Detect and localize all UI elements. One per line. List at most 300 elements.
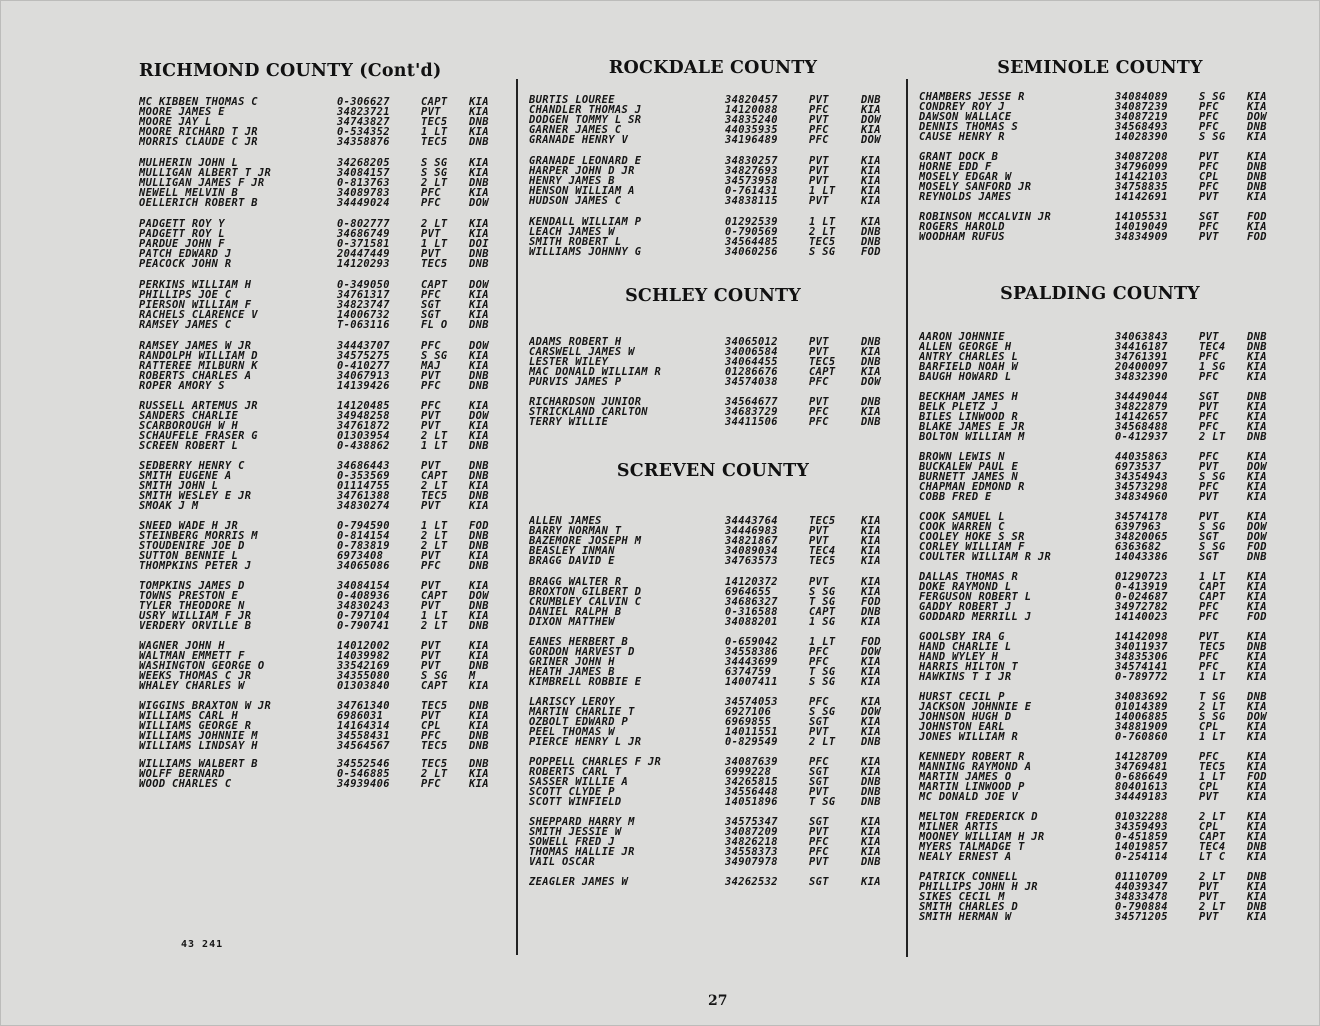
serial-number: 34761317 <box>337 289 390 302</box>
casualty-name: HAND CHARLIE L <box>919 642 1012 653</box>
serial-number: 34558386 <box>725 646 778 659</box>
casualty-row <box>529 526 897 536</box>
casualty-row <box>919 872 1281 882</box>
rank: PFC <box>1199 611 1219 624</box>
casualty-name: LESTER WILEY <box>529 357 609 368</box>
casualty-name: SNEED WADE H JR <box>139 521 239 532</box>
casualty-row <box>529 186 897 196</box>
casualty-name: SANDERS CHARLIE <box>139 411 239 422</box>
casualty-name: RAMSEY JAMES C <box>139 320 232 331</box>
serial-number: 0-761431 <box>725 185 778 198</box>
rank: PFC <box>1199 421 1219 434</box>
serial-number: 0-412937 <box>1115 431 1168 444</box>
status-code: DOW <box>1247 111 1267 124</box>
casualty-row <box>919 812 1281 822</box>
status-code: DOW <box>469 590 489 603</box>
serial-number: 14140023 <box>1115 611 1168 624</box>
casualty-name: BURNETT JAMES N <box>919 472 1019 483</box>
rank: S SG <box>809 246 836 259</box>
rank: TEC5 <box>421 136 448 149</box>
entry-group <box>529 697 897 747</box>
serial-number: 34449044 <box>1115 391 1168 403</box>
serial-number: 6999228 <box>725 766 772 779</box>
casualty-name: BOLTON WILLIAM M <box>919 432 1025 443</box>
serial-number: 34972782 <box>1115 601 1168 614</box>
serial-number: 34087209 <box>725 826 778 839</box>
casualty-row <box>529 417 897 427</box>
casualty-name: HAND WYLEY H <box>919 652 999 663</box>
status-code: DOW <box>469 197 489 210</box>
casualty-name: ROPER AMORY S <box>139 381 225 392</box>
entry-group <box>919 572 1281 622</box>
casualty-name: WIGGINS BRAXTON W JR <box>139 701 272 712</box>
status-code: KIA <box>861 816 881 828</box>
entry-group <box>139 701 511 751</box>
casualty-name: BARRY NORMAN T <box>529 526 622 537</box>
casualty-row <box>919 762 1281 772</box>
casualty-row <box>529 407 897 417</box>
serial-number: 34354943 <box>1115 471 1168 484</box>
status-code: KIA <box>1247 671 1267 684</box>
casualty-row <box>529 247 897 257</box>
casualty-row <box>529 125 897 135</box>
serial-number: 0-797104 <box>337 610 390 623</box>
serial-number: 0-410277 <box>337 360 390 373</box>
rank: TEC4 <box>809 545 836 558</box>
status-code: DNB <box>1247 431 1267 444</box>
casualty-name: SMITH JOHN L <box>139 481 219 492</box>
casualty-row <box>139 681 511 691</box>
rank: CPL <box>1199 821 1219 834</box>
serial-number: 0-371581 <box>337 238 390 251</box>
casualty-name: COOK WARREN C <box>919 522 1005 533</box>
rank: PFC <box>1199 661 1219 674</box>
serial-number: 34835306 <box>1115 651 1168 664</box>
casualty-row <box>139 541 511 551</box>
serial-number: 34564677 <box>725 396 778 408</box>
casualty-name: DALLAS THOMAS R <box>919 572 1019 583</box>
casualty-row <box>529 827 897 837</box>
serial-number: 34574053 <box>725 696 778 708</box>
casualty-row <box>139 137 511 147</box>
rank: PFC <box>1199 751 1219 763</box>
entry-group <box>529 95 897 145</box>
status-code: FOD <box>861 596 881 609</box>
casualty-name: BROWN LEWIS N <box>919 452 1005 463</box>
status-code: DNB <box>1247 341 1267 354</box>
rank: PFC <box>809 696 829 708</box>
serial-number: 34832390 <box>1115 371 1168 384</box>
serial-number: 34006584 <box>725 346 778 359</box>
casualty-row <box>139 481 511 491</box>
casualty-row <box>919 672 1281 682</box>
rank: PFC <box>809 846 829 859</box>
casualty-row <box>139 219 511 229</box>
serial-number: 33542169 <box>337 660 390 673</box>
casualty-name: BEASLEY INMAN <box>529 546 615 557</box>
status-code: KIA <box>469 480 489 493</box>
status-code: KIA <box>1247 591 1267 604</box>
casualty-row <box>919 892 1281 902</box>
status-code: DOW <box>1247 521 1267 534</box>
rank: PVT <box>421 580 441 592</box>
casualty-row <box>139 97 511 107</box>
casualty-row <box>529 657 897 667</box>
casualty-row <box>529 647 897 657</box>
casualty-row <box>139 759 511 769</box>
serial-number: 34821867 <box>725 535 778 548</box>
rank: PVT <box>809 94 829 106</box>
status-code: KIA <box>1247 451 1267 463</box>
status-code: FOD <box>1247 541 1267 554</box>
status-code: KIA <box>861 666 881 679</box>
entry-group <box>919 692 1281 742</box>
casualty-name: WALTMAN EMMETT F <box>139 651 245 662</box>
serial-number: 14043386 <box>1115 551 1168 564</box>
casualty-row <box>919 552 1281 562</box>
serial-number: 34084089 <box>1115 91 1168 103</box>
serial-number: 14019857 <box>1115 841 1168 854</box>
rank: PVT <box>1199 881 1219 894</box>
rank: PFC <box>809 104 829 117</box>
rank: PVT <box>421 228 441 241</box>
casualty-row <box>919 542 1281 552</box>
casualty-name: STOUDENIRE JOE D <box>139 541 245 552</box>
rank: PVT <box>809 525 829 538</box>
rank: PFC <box>421 197 441 210</box>
status-code: KIA <box>861 716 881 729</box>
rank: CPL <box>1199 721 1219 734</box>
rank: SGT <box>1199 551 1219 564</box>
casualty-name: GORDON HARVEST D <box>529 647 635 658</box>
rank: TEC5 <box>421 758 448 770</box>
status-code: KIA <box>1247 781 1267 794</box>
serial-number: 0-790569 <box>725 226 778 239</box>
casualty-name: OZBOLT EDWARD P <box>529 717 629 728</box>
rank: PVT <box>421 600 441 613</box>
casualty-row <box>139 461 511 471</box>
casualty-row <box>529 727 897 737</box>
status-code: DNB <box>469 540 489 553</box>
casualty-row <box>529 217 897 227</box>
casualty-name: WILLIAMS CARL H <box>139 711 239 722</box>
rank: PVT <box>809 535 829 548</box>
casualty-name: WOOD CHARLES C <box>139 779 232 790</box>
rank: PVT <box>1199 401 1219 414</box>
casualty-row <box>139 239 511 249</box>
status-code: KIA <box>1247 881 1267 894</box>
status-code: KIA <box>469 610 489 623</box>
status-code: KIA <box>861 555 881 568</box>
status-code: KIA <box>1247 731 1267 744</box>
rank: TEC5 <box>421 740 448 753</box>
casualty-name: GARNER JAMES C <box>529 125 622 136</box>
casualty-row <box>529 607 897 617</box>
status-code: DNB <box>861 236 881 249</box>
status-code: KIA <box>861 406 881 419</box>
status-code: KIA <box>861 104 881 117</box>
casualty-row <box>919 122 1281 132</box>
rank: PFC <box>421 380 441 393</box>
casualty-row <box>139 471 511 481</box>
rank: PFC <box>421 778 441 791</box>
rank: PVT <box>421 420 441 433</box>
entry-group <box>919 812 1281 862</box>
serial-number: 34575347 <box>725 816 778 828</box>
rank: SGT <box>809 716 829 729</box>
casualty-name: DOKE RAYMOND L <box>919 582 1012 593</box>
rank: 2 LT <box>1199 901 1226 914</box>
entry-group <box>139 341 511 391</box>
casualty-name: PADGETT ROY Y <box>139 219 225 230</box>
rank: CPL <box>1199 171 1219 184</box>
serial-number: 34084154 <box>337 580 390 592</box>
county-heading: SCHLEY COUNTY <box>625 286 801 306</box>
serial-number: 34907978 <box>725 856 778 869</box>
casualty-row <box>139 581 511 591</box>
rank: PVT <box>421 550 441 563</box>
serial-number: 01292539 <box>725 216 778 228</box>
rank: PFC <box>1199 651 1219 664</box>
serial-number: 34574178 <box>1115 511 1168 523</box>
rank: TEC5 <box>1199 641 1226 654</box>
casualty-row <box>139 711 511 721</box>
casualty-name: BLAKE JAMES E JR <box>919 422 1025 433</box>
serial-number: 34571205 <box>1115 911 1168 924</box>
casualty-row <box>919 172 1281 182</box>
rank: 1 LT <box>421 440 448 453</box>
entry-group <box>139 401 511 451</box>
casualty-row <box>529 556 897 566</box>
rank: 1 LT <box>1199 571 1226 583</box>
casualty-name: EANES HERBERT B <box>529 637 629 648</box>
status-code: KIA <box>1247 571 1267 583</box>
serial-number: 34558431 <box>337 730 390 743</box>
casualty-name: PADGETT ROY L <box>139 229 225 240</box>
rank: TEC4 <box>1199 841 1226 854</box>
casualty-row <box>529 115 897 125</box>
casualty-row <box>919 912 1281 922</box>
casualty-name: MORRIS CLAUDE C JR <box>139 137 258 148</box>
status-code: KIA <box>861 766 881 779</box>
serial-number: 34443699 <box>725 656 778 669</box>
casualty-name: CAUSE HENRY R <box>919 132 1005 143</box>
status-code: DNB <box>861 786 881 799</box>
status-code: KIA <box>469 430 489 443</box>
casualty-name: MAC DONALD WILLIAM R <box>529 367 662 378</box>
status-code: KIA <box>1247 101 1267 114</box>
entry-group <box>919 512 1281 562</box>
casualty-name: JOHNSON HUGH D <box>919 712 1012 723</box>
status-code: DNB <box>469 530 489 543</box>
serial-number: 34575275 <box>337 350 390 363</box>
casualty-row <box>139 769 511 779</box>
casualty-name: MC DONALD JOE V <box>919 792 1019 803</box>
casualty-name: TYLER THEODORE N <box>139 601 245 612</box>
status-code: KIA <box>861 676 881 689</box>
casualty-name: HARRIS HILTON T <box>919 662 1019 673</box>
casualty-row <box>139 127 511 137</box>
casualty-row <box>919 362 1281 372</box>
status-code: FOD <box>1247 771 1267 784</box>
casualty-name: WEEKS THOMAS C JR <box>139 671 252 682</box>
casualty-name: KIMBRELL ROBBIE E <box>529 677 642 688</box>
casualty-name: CHANDLER THOMAS J <box>529 105 642 116</box>
casualty-row <box>529 347 897 357</box>
status-code: FOD <box>469 520 489 532</box>
casualty-name: SMITH HERMAN W <box>919 912 1012 923</box>
status-code: DNB <box>861 796 881 809</box>
entry-group <box>529 516 897 566</box>
status-code: DNB <box>469 470 489 483</box>
status-code: KIA <box>1247 661 1267 674</box>
rank: PVT <box>421 410 441 423</box>
casualty-name: MC KIBBEN THOMAS C <box>139 97 258 108</box>
casualty-row <box>529 587 897 597</box>
casualty-name: LEACH JAMES W <box>529 227 615 238</box>
status-code: KIA <box>469 720 489 733</box>
rank: SGT <box>421 299 441 312</box>
casualty-row <box>139 198 511 208</box>
entry-group <box>139 158 511 208</box>
casualty-name: ROBERTS CHARLES A <box>139 371 252 382</box>
status-code: DNB <box>861 226 881 239</box>
entry-group <box>529 397 897 427</box>
serial-number: 0-760860 <box>1115 731 1168 744</box>
status-code: KIA <box>861 515 881 527</box>
casualty-name: HAWKINS T I JR <box>919 672 1012 683</box>
casualty-name: MULHERIN JOHN L <box>139 158 239 169</box>
casualty-row <box>919 152 1281 162</box>
status-code: KIA <box>469 106 489 119</box>
casualty-row <box>919 662 1281 672</box>
status-code: KIA <box>469 500 489 513</box>
serial-number: 34827693 <box>725 165 778 178</box>
casualty-name: WAGNER JOHN H <box>139 641 225 652</box>
casualty-name: WILLIAMS GEORGE R <box>139 721 252 732</box>
casualty-row <box>919 652 1281 662</box>
casualty-name: BROXTON GILBERT D <box>529 587 642 598</box>
casualty-row <box>529 837 897 847</box>
serial-number: 34574038 <box>725 376 778 389</box>
serial-number: 14006885 <box>1115 711 1168 724</box>
rank: S SG <box>809 586 836 599</box>
rank: CAPT <box>421 470 448 483</box>
status-code: KIA <box>469 157 489 169</box>
status-code: KIA <box>469 126 489 139</box>
casualty-name: PARDUE JOHN F <box>139 239 225 250</box>
rank: 1 LT <box>809 216 836 228</box>
status-code: DOW <box>1247 711 1267 724</box>
casualty-name: GOOLSBY IRA G <box>919 632 1005 643</box>
status-code: KIA <box>861 165 881 178</box>
casualty-name: GRANT DOCK B <box>919 152 999 163</box>
casualty-row <box>139 107 511 117</box>
rank: PVT <box>809 114 829 127</box>
rank: PVT <box>421 460 441 472</box>
status-code: DNB <box>469 460 489 472</box>
status-code: KIA <box>1247 631 1267 643</box>
status-code: DNB <box>1247 641 1267 654</box>
casualty-row <box>139 701 511 711</box>
casualty-row <box>139 441 511 451</box>
serial-number: 34823747 <box>337 299 390 312</box>
status-code: KIA <box>861 175 881 188</box>
rank: PFC <box>1199 481 1219 494</box>
casualty-row <box>529 767 897 777</box>
status-code: KIA <box>469 360 489 373</box>
casualty-name: PHILLIPS JOE C <box>139 290 232 301</box>
status-code: KIA <box>469 218 489 230</box>
serial-number: 34948258 <box>337 410 390 423</box>
serial-number: 34761388 <box>337 490 390 503</box>
rank: CAPT <box>1199 591 1226 604</box>
serial-number: 01286676 <box>725 366 778 379</box>
rank: S SG <box>421 670 448 683</box>
rank: PVT <box>1199 461 1219 474</box>
status-code: KIA <box>469 309 489 322</box>
rank: 2 LT <box>1199 871 1226 883</box>
serial-number: 0-316588 <box>725 606 778 619</box>
status-code: FOD <box>861 636 881 648</box>
serial-number: 0-546885 <box>337 768 390 781</box>
rank: 1 SG <box>1199 361 1226 374</box>
status-code: KIA <box>1247 601 1267 614</box>
casualty-row <box>529 357 897 367</box>
casualty-row <box>919 472 1281 482</box>
casualty-row <box>919 372 1281 382</box>
casualty-name: HENRY JAMES B <box>529 176 615 187</box>
serial-number: 34686749 <box>337 228 390 241</box>
casualty-name: MULLIGAN JAMES F JR <box>139 178 265 189</box>
serial-number: 6374759 <box>725 666 772 679</box>
casualty-name: HARPER JOHN D JR <box>529 166 635 177</box>
entry-group <box>139 97 511 147</box>
status-code: KIA <box>861 216 881 228</box>
rank: PVT <box>1199 631 1219 643</box>
casualty-name: MOSELY SANFORD JR <box>919 182 1032 193</box>
rank: CAPT <box>809 366 836 379</box>
casualty-name: SIKES CECIL M <box>919 892 1005 903</box>
casualty-row <box>529 667 897 677</box>
casualty-row <box>139 229 511 239</box>
serial-number: 34087208 <box>1115 151 1168 163</box>
casualty-row <box>529 516 897 526</box>
status-code: KIA <box>1247 471 1267 484</box>
casualty-name: LARISCY LEROY <box>529 697 615 708</box>
serial-number: 34686443 <box>337 460 390 472</box>
casualty-row <box>139 611 511 621</box>
casualty-name: ZEAGLER JAMES W <box>529 877 629 888</box>
serial-number: 34063843 <box>1115 331 1168 343</box>
casualty-row <box>139 411 511 421</box>
casualty-name: GRANADE HENRY V <box>529 135 629 146</box>
casualty-name: BECKHAM JAMES H <box>919 392 1019 403</box>
rank: 1 LT <box>809 185 836 198</box>
casualty-row <box>529 156 897 166</box>
rank: 2 LT <box>809 226 836 239</box>
rank: PFC <box>809 376 829 389</box>
casualty-row <box>139 551 511 561</box>
rank: 2 LT <box>421 620 448 633</box>
rank: PVT <box>1199 791 1219 804</box>
casualty-name: PEEL THOMAS W <box>529 727 615 738</box>
casualty-row <box>919 392 1281 402</box>
serial-number: 34416187 <box>1115 341 1168 354</box>
casualty-name: PIERSON WILLIAM F <box>139 300 252 311</box>
serial-number: 20447449 <box>337 248 390 261</box>
casualty-name: ROGERS HAROLD <box>919 222 1005 233</box>
